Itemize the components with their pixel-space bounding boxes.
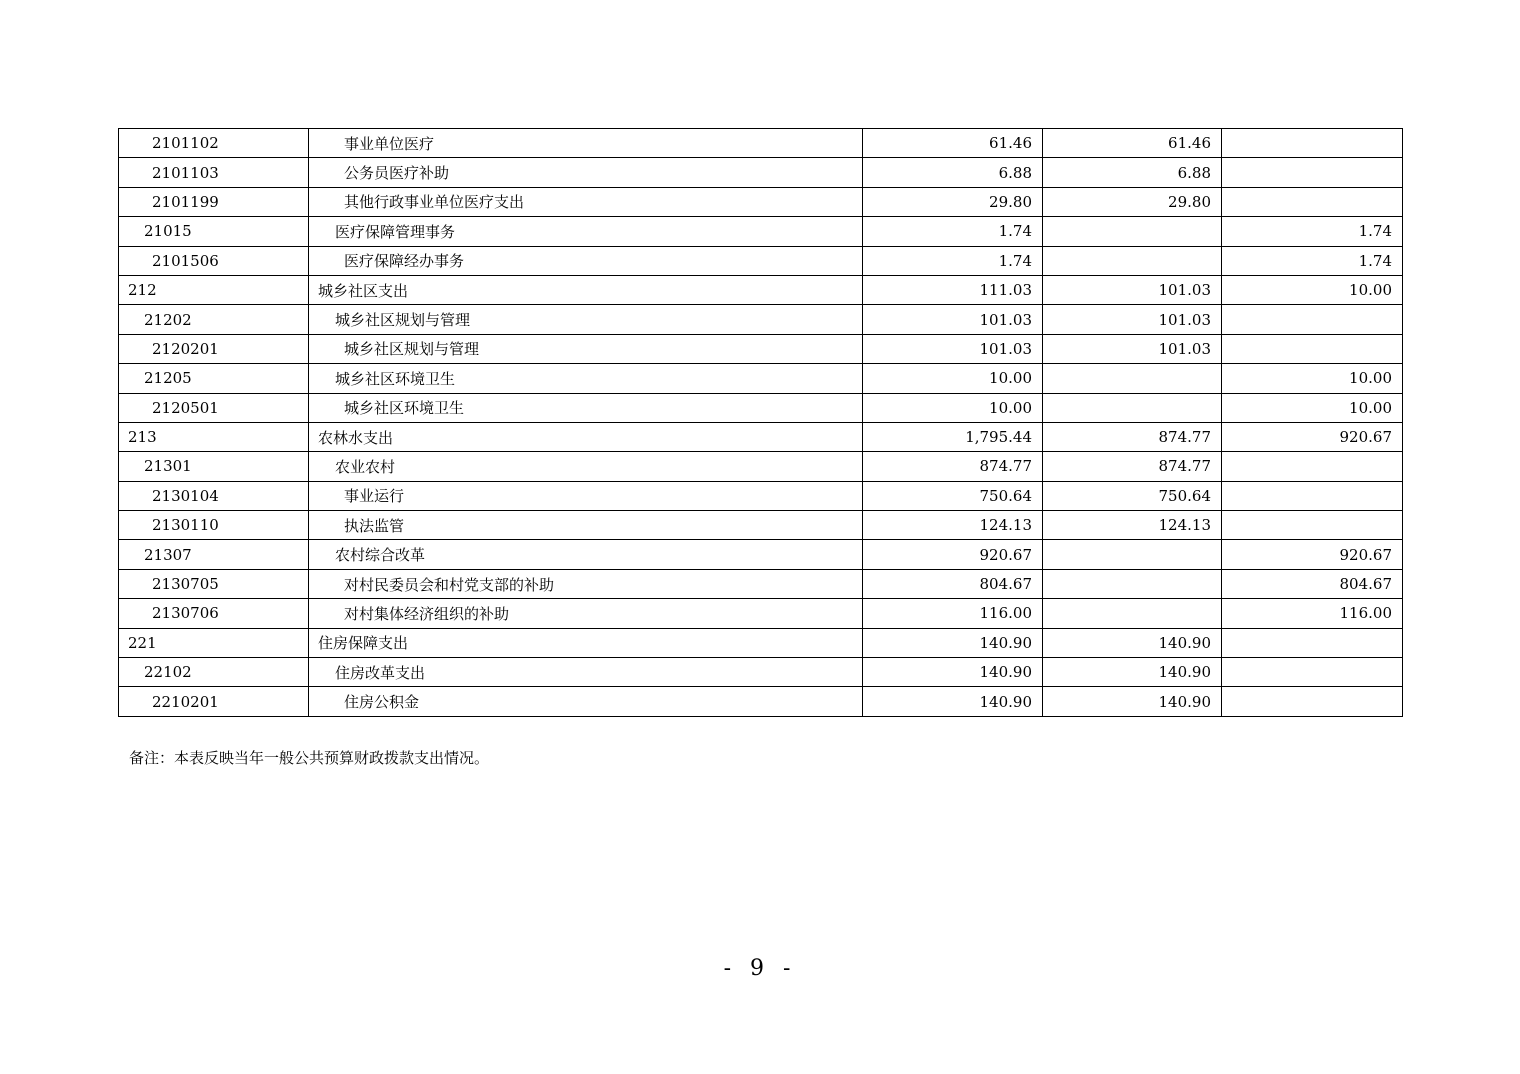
cell-total: 111.03	[863, 275, 1043, 304]
cell-basic: 6.88	[1043, 158, 1222, 187]
table-note: 备注：本表反映当年一般公共预算财政拨款支出情况。	[129, 749, 490, 767]
table-row	[119, 422, 1403, 451]
cell-name: 农村综合改革	[309, 540, 863, 569]
cell-total: 61.46	[863, 129, 1043, 158]
cell-basic: 874.77	[1043, 422, 1222, 451]
cell-code: 21015	[119, 217, 309, 246]
table-row	[119, 217, 1403, 246]
cell-code: 2120201	[119, 334, 309, 363]
table-row	[119, 511, 1403, 540]
cell-code: 2101103	[119, 158, 309, 187]
cell-name: 农林水支出	[309, 422, 863, 451]
cell-basic	[1043, 569, 1222, 598]
cell-basic	[1043, 246, 1222, 275]
cell-code: 2130110	[119, 511, 309, 540]
cell-total: 874.77	[863, 452, 1043, 481]
cell-project: 920.67	[1222, 540, 1403, 569]
cell-project: 10.00	[1222, 393, 1403, 422]
table-row	[119, 452, 1403, 481]
cell-code: 213	[119, 422, 309, 451]
cell-project: 10.00	[1222, 364, 1403, 393]
table-row	[119, 628, 1403, 657]
cell-name: 其他行政事业单位医疗支出	[309, 187, 863, 216]
cell-code: 22102	[119, 658, 309, 687]
cell-basic: 750.64	[1043, 481, 1222, 510]
cell-total: 124.13	[863, 511, 1043, 540]
cell-code: 2101506	[119, 246, 309, 275]
cell-basic	[1043, 599, 1222, 628]
cell-code: 2130104	[119, 481, 309, 510]
cell-total: 10.00	[863, 364, 1043, 393]
cell-name: 住房公积金	[309, 687, 863, 716]
budget-table	[118, 128, 1403, 717]
cell-name: 农业农村	[309, 452, 863, 481]
cell-project	[1222, 129, 1403, 158]
cell-code: 221	[119, 628, 309, 657]
cell-basic: 61.46	[1043, 129, 1222, 158]
cell-code: 21307	[119, 540, 309, 569]
cell-name: 城乡社区环境卫生	[309, 393, 863, 422]
cell-basic	[1043, 540, 1222, 569]
cell-code: 2101199	[119, 187, 309, 216]
cell-total: 804.67	[863, 569, 1043, 598]
cell-total: 101.03	[863, 334, 1043, 363]
table-row	[119, 658, 1403, 687]
cell-basic	[1043, 364, 1222, 393]
cell-total: 140.90	[863, 687, 1043, 716]
cell-project	[1222, 158, 1403, 187]
cell-total: 920.67	[863, 540, 1043, 569]
table-row	[119, 599, 1403, 628]
cell-total: 140.90	[863, 658, 1043, 687]
cell-code: 21202	[119, 305, 309, 334]
cell-name: 住房保障支出	[309, 628, 863, 657]
table-row	[119, 187, 1403, 216]
cell-total: 1.74	[863, 246, 1043, 275]
table-row	[119, 275, 1403, 304]
cell-project	[1222, 334, 1403, 363]
table-row	[119, 246, 1403, 275]
table-row	[119, 305, 1403, 334]
cell-basic: 29.80	[1043, 187, 1222, 216]
cell-total: 116.00	[863, 599, 1043, 628]
cell-name: 医疗保障经办事务	[309, 246, 863, 275]
cell-code: 21301	[119, 452, 309, 481]
cell-name: 住房改革支出	[309, 658, 863, 687]
cell-project	[1222, 452, 1403, 481]
cell-project: 116.00	[1222, 599, 1403, 628]
cell-basic: 140.90	[1043, 658, 1222, 687]
cell-project	[1222, 687, 1403, 716]
cell-project: 920.67	[1222, 422, 1403, 451]
cell-basic: 101.03	[1043, 305, 1222, 334]
cell-project: 1.74	[1222, 217, 1403, 246]
cell-code: 2210201	[119, 687, 309, 716]
cell-code: 212	[119, 275, 309, 304]
table-row	[119, 540, 1403, 569]
cell-total: 6.88	[863, 158, 1043, 187]
cell-total: 1.74	[863, 217, 1043, 246]
cell-name: 城乡社区环境卫生	[309, 364, 863, 393]
cell-project	[1222, 628, 1403, 657]
cell-basic: 140.90	[1043, 687, 1222, 716]
cell-project	[1222, 305, 1403, 334]
cell-name: 事业运行	[309, 481, 863, 510]
cell-project	[1222, 658, 1403, 687]
cell-basic: 874.77	[1043, 452, 1222, 481]
cell-total: 750.64	[863, 481, 1043, 510]
cell-total: 29.80	[863, 187, 1043, 216]
cell-project: 10.00	[1222, 275, 1403, 304]
table-row	[119, 481, 1403, 510]
cell-name: 对村民委员会和村党支部的补助	[309, 569, 863, 598]
cell-basic	[1043, 393, 1222, 422]
table-row	[119, 687, 1403, 716]
cell-basic: 101.03	[1043, 275, 1222, 304]
cell-project: 1.74	[1222, 246, 1403, 275]
cell-name: 医疗保障管理事务	[309, 217, 863, 246]
cell-project	[1222, 187, 1403, 216]
cell-total: 140.90	[863, 628, 1043, 657]
table-row	[119, 569, 1403, 598]
table-row	[119, 129, 1403, 158]
cell-code: 2120501	[119, 393, 309, 422]
table-row	[119, 334, 1403, 363]
cell-project	[1222, 511, 1403, 540]
table-row	[119, 158, 1403, 187]
cell-total: 10.00	[863, 393, 1043, 422]
cell-total: 1,795.44	[863, 422, 1043, 451]
cell-total: 101.03	[863, 305, 1043, 334]
cell-name: 执法监管	[309, 511, 863, 540]
cell-project	[1222, 481, 1403, 510]
table-row	[119, 393, 1403, 422]
cell-code: 2101102	[119, 129, 309, 158]
cell-name: 对村集体经济组织的补助	[309, 599, 863, 628]
cell-basic: 140.90	[1043, 628, 1222, 657]
cell-code: 2130706	[119, 599, 309, 628]
cell-project: 804.67	[1222, 569, 1403, 598]
cell-name: 公务员医疗补助	[309, 158, 863, 187]
cell-basic	[1043, 217, 1222, 246]
cell-code: 2130705	[119, 569, 309, 598]
cell-name: 城乡社区规划与管理	[309, 305, 863, 334]
page-number: - 9 -	[723, 956, 797, 981]
cell-code: 21205	[119, 364, 309, 393]
table-row	[119, 364, 1403, 393]
cell-basic: 101.03	[1043, 334, 1222, 363]
cell-name: 事业单位医疗	[309, 129, 863, 158]
table-body	[119, 129, 1403, 717]
cell-name: 城乡社区规划与管理	[309, 334, 863, 363]
cell-basic: 124.13	[1043, 511, 1222, 540]
cell-name: 城乡社区支出	[309, 275, 863, 304]
